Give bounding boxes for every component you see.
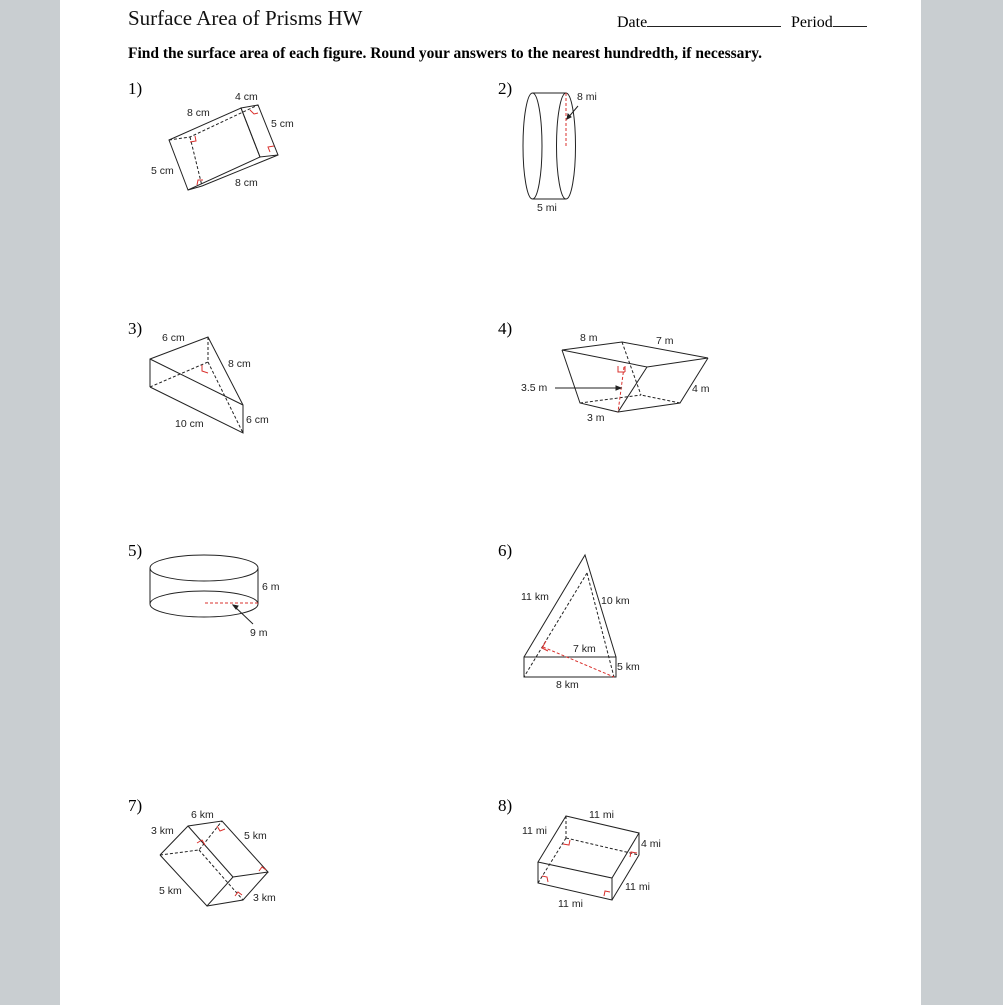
figure-4-prism — [555, 342, 708, 412]
dimension-label: 8 cm — [187, 107, 210, 119]
dimension-label: 5 km — [159, 885, 182, 897]
problem-number: 2) — [498, 79, 513, 98]
dimension-label: 10 cm — [175, 418, 204, 430]
dimension-label: 11 mi — [522, 825, 547, 837]
dimension-label: 4 mi — [641, 838, 661, 850]
dimension-label: 6 cm — [246, 414, 269, 426]
problem-number: 4) — [498, 319, 513, 338]
figure-5-cylinder — [150, 555, 258, 624]
dimension-label: 5 mi — [537, 202, 557, 214]
problem-number: 3) — [128, 319, 143, 338]
dimension-label: 8 km — [556, 679, 579, 691]
dimension-label: 5 km — [244, 830, 267, 842]
dimension-label: 4 m — [692, 383, 710, 395]
dimension-label: 8 cm — [235, 177, 258, 189]
dimension-label: 10 km — [601, 595, 630, 607]
figure-1-prism — [169, 105, 278, 190]
dimension-label: 11 km — [521, 591, 549, 603]
page-title: Surface Area of Prisms HW — [128, 6, 363, 30]
dimension-label: 3.5 m — [521, 382, 548, 394]
date-label: Date — [617, 14, 648, 31]
problem-number: 8) — [498, 796, 513, 815]
dimension-label: 8 cm — [228, 358, 251, 370]
dimension-label: 6 cm — [162, 332, 185, 344]
dimension-label: 3 km — [151, 825, 174, 837]
dimension-label: 5 cm — [271, 118, 294, 130]
dimension-label: 5 cm — [151, 165, 174, 177]
figure-6-prism — [524, 555, 616, 677]
dimension-label: 11 mi — [625, 881, 650, 893]
instructions: Find the surface area of each figure. Round your answers to the nearest hundredth, if necessary. — [128, 45, 763, 62]
dimension-label: 3 km — [253, 892, 276, 904]
dimension-label: 6 km — [191, 809, 214, 821]
dimension-label: 8 mi — [577, 91, 597, 103]
problem-number: 6) — [498, 541, 513, 560]
problem-number: 7) — [128, 796, 143, 815]
dimension-label: 5 km — [617, 661, 640, 673]
dimension-label: 7 m — [656, 335, 674, 347]
period-label: Period — [791, 14, 833, 31]
dimension-label: 9 m — [250, 627, 268, 639]
dimension-label: 3 m — [587, 412, 605, 424]
dimension-label: 11 mi — [589, 809, 614, 821]
dimension-label: 8 m — [580, 332, 598, 344]
dimension-label: 4 cm — [235, 91, 258, 103]
dimension-label: 7 km — [573, 643, 596, 655]
problem-number: 5) — [128, 541, 143, 560]
figure-2-cylinder — [523, 93, 578, 199]
dimension-label: 11 mi — [558, 898, 583, 910]
figure-8-prism — [538, 816, 639, 900]
problem-number: 1) — [128, 79, 143, 98]
dimension-label: 6 m — [262, 581, 280, 593]
